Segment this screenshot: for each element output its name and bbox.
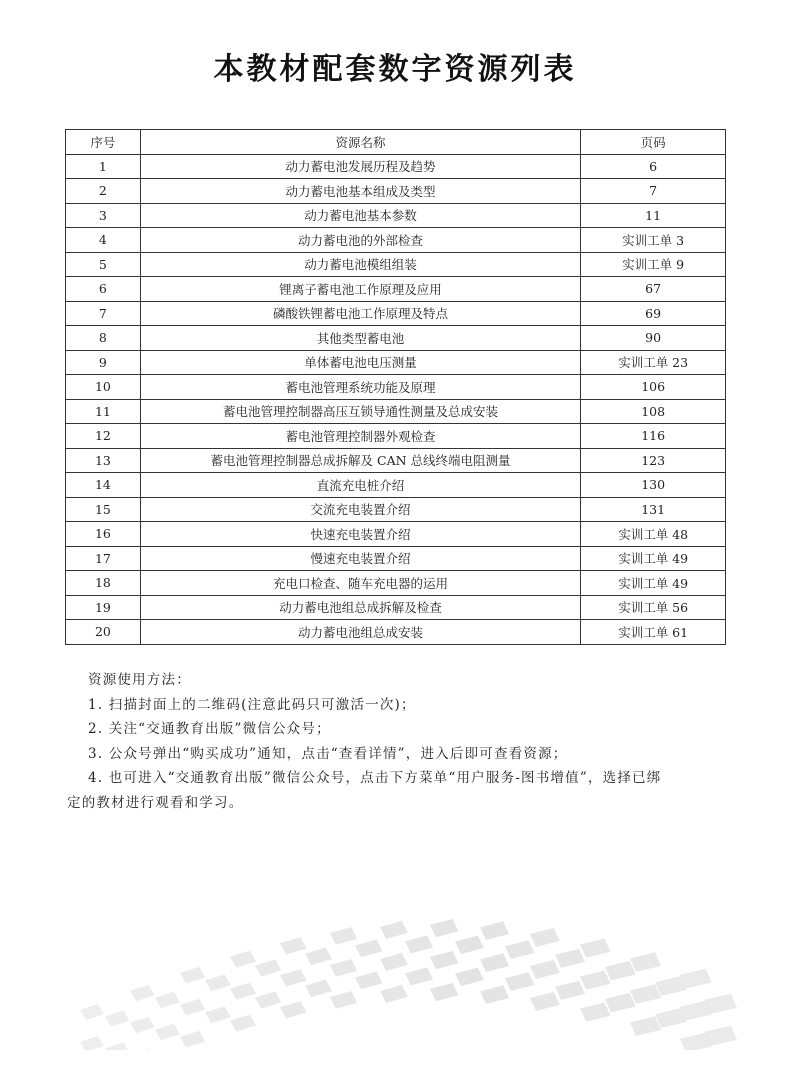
decoration-tile [580,1003,610,1022]
decoration-tile [430,983,458,1001]
decoration-tile [655,1008,686,1028]
row-page: 实训工单 49 [581,546,726,571]
row-resource-name: 动力蓄电池发展历程及趋势 [140,154,580,179]
row-page: 69 [581,301,726,326]
row-resource-name: 磷酸铁锂蓄电池工作原理及特点 [140,301,580,326]
decoration-tile [705,994,737,1014]
row-page: 6 [581,154,726,179]
row-index: 16 [66,522,141,547]
usage-step-1: 1. 扫描封面上的二维码(注意此码只可激活一次)； [88,696,416,713]
row-index: 3 [66,203,141,228]
header-page: 页码 [581,130,726,155]
decoration-tile [105,1042,129,1050]
row-page: 131 [581,497,726,522]
table-row [66,448,726,473]
decoration-tile [530,960,560,979]
table-row [66,203,726,228]
decoration-tile [355,939,383,957]
header-index: 序号 [66,130,141,155]
decoration-tile [555,981,585,1000]
decoration-tile [330,927,357,945]
table-header-row [66,130,726,155]
row-index: 7 [66,301,141,326]
decoration-tile [630,1016,661,1036]
row-resource-name: 慢速充电装置介绍 [140,546,580,571]
row-index: 19 [66,595,141,620]
row-resource-name: 蓄电池管理控制器高压互锁导通性测量及总成安装 [140,399,580,424]
table-row [66,522,726,547]
row-page: 108 [581,399,726,424]
table-row [66,620,726,645]
table-row [66,595,726,620]
decoration-tile [155,1024,180,1040]
row-index: 6 [66,277,141,302]
table-row [66,252,726,277]
row-page: 实训工单 56 [581,595,726,620]
decoration-tile [605,961,636,980]
usage-instructions [67,668,728,815]
decoration-tile [430,951,458,969]
decoration-tile [180,1031,205,1048]
row-page: 实训工单 23 [581,350,726,375]
decoration-tile [505,972,534,991]
row-index: 8 [66,326,141,351]
row-resource-name: 动力蓄电池组总成拆解及检查 [140,595,580,620]
decoration-tile [130,1017,155,1033]
decoration-tile [380,953,408,971]
row-resource-name: 交流充电装置介绍 [140,497,580,522]
decoration-tile [705,1026,737,1046]
row-page: 130 [581,473,726,498]
header-resource-name: 资源名称 [140,130,580,155]
row-resource-name: 动力蓄电池的外部检查 [140,228,580,253]
row-resource-name: 动力蓄电池组总成安装 [140,620,580,645]
row-page: 11 [581,203,726,228]
decoration-tile [305,980,332,997]
decoration-tile [330,959,357,977]
row-index: 13 [66,448,141,473]
decoration-tile [605,993,636,1012]
decoration-tile [80,1036,104,1050]
decoration-tile [280,1001,307,1018]
row-resource-name: 动力蓄电池模组组装 [140,252,580,277]
decoration-tile [405,935,433,953]
page-title: 本教材配套数字资源列表 [213,52,577,87]
row-index: 14 [66,473,141,498]
decoration-tile [105,1010,129,1026]
decoration-tile [180,999,205,1016]
row-resource-name: 直流充电桩介绍 [140,473,580,498]
row-resource-name: 蓄电池管理控制器总成拆解及 CAN 总线终端电阻测量 [140,448,580,473]
row-resource-name: 快速充电装置介绍 [140,522,580,547]
table-row [66,277,726,302]
table-row [66,571,726,596]
decoration-tile [230,951,256,968]
row-resource-name: 动力蓄电池基本参数 [140,203,580,228]
decoration-tile [480,921,509,940]
row-page: 106 [581,375,726,400]
row-resource-name: 充电口检查、随车充电器的运用 [140,571,580,596]
decoration-tile [505,940,534,959]
decoration-tile [380,985,408,1003]
row-page: 实训工单 49 [581,571,726,596]
row-page: 90 [581,326,726,351]
row-index: 9 [66,350,141,375]
row-resource-name: 其他类型蓄电池 [140,326,580,351]
row-resource-name: 单体蓄电池电压测量 [140,350,580,375]
decoration-tile [480,953,509,972]
row-index: 1 [66,154,141,179]
decoration-tile [155,992,180,1008]
row-index: 4 [66,228,141,253]
decoration-tile [255,992,281,1009]
table-row [66,375,726,400]
row-index: 10 [66,375,141,400]
checkered-wave-decoration [60,880,760,1050]
decoration-tile [580,939,610,958]
row-index: 20 [66,620,141,645]
decoration-tile [455,968,484,986]
row-index: 11 [66,399,141,424]
decoration-tile [455,936,484,954]
row-index: 5 [66,252,141,277]
row-resource-name: 蓄电池管理系统功能及原理 [140,375,580,400]
decoration-tile [405,967,433,985]
table-row [66,497,726,522]
row-index: 12 [66,424,141,449]
decoration-tile [205,1006,231,1023]
row-index: 2 [66,179,141,204]
decoration-tile [480,985,509,1004]
decoration-tile [380,921,408,939]
row-page: 116 [581,424,726,449]
decoration-tile [430,919,458,937]
decoration-tile [580,971,610,990]
row-page: 实训工单 9 [581,252,726,277]
table-row [66,424,726,449]
decoration-tile [255,960,281,977]
row-resource-name: 锂离子蓄电池工作原理及应用 [140,277,580,302]
decoration-tile [680,969,712,989]
row-index: 15 [66,497,141,522]
row-page: 实训工单 48 [581,522,726,547]
decoration-tile [230,983,256,1000]
decoration-tile [280,937,307,954]
table-row [66,399,726,424]
decoration-tile [130,985,155,1001]
table-row [66,473,726,498]
row-index: 17 [66,546,141,571]
table-row [66,154,726,179]
row-page: 实训工单 61 [581,620,726,645]
decoration-tile [530,992,560,1011]
decoration-tile [205,974,231,991]
usage-step-4: 4. 也可进入“交通教育出版”微信公众号，点击下方菜单“用户服务-图书增值”，选择已绑 [88,770,662,786]
row-resource-name: 动力蓄电池基本组成及类型 [140,179,580,204]
table-row [66,546,726,571]
table-row [66,179,726,204]
table-row [66,228,726,253]
row-page: 123 [581,448,726,473]
decoration-tile [630,952,661,972]
table-row [66,350,726,375]
row-page: 7 [581,179,726,204]
usage-step-4-continued: 定的教材进行观看和学习。 [67,794,244,811]
decoration-tile [130,1049,155,1050]
decoration-tile [80,1004,104,1020]
decoration-tile [530,928,560,947]
decoration-tile [355,971,383,989]
decoration-tile [280,969,307,986]
usage-heading: 资源使用方法： [88,672,191,688]
decoration-tile [555,949,585,968]
table-row [66,301,726,326]
decoration-tile [330,991,357,1009]
decoration-tile [655,976,686,996]
usage-step-2: 2. 关注“交通教育出版”微信公众号； [88,721,331,737]
decoration-tile [180,967,205,984]
decoration-tile [630,984,661,1004]
usage-step-3: 3. 公众号弹出“购买成功”通知，点击“查看详情”，进入后即可查看资源； [88,745,568,762]
decoration-tile [230,1015,256,1032]
decoration-tile [305,948,332,965]
row-resource-name: 蓄电池管理控制器外观检查 [140,424,580,449]
row-page: 实训工单 3 [581,228,726,253]
resource-table [65,129,726,645]
table-row [66,326,726,351]
row-index: 18 [66,571,141,596]
row-page: 67 [581,277,726,302]
